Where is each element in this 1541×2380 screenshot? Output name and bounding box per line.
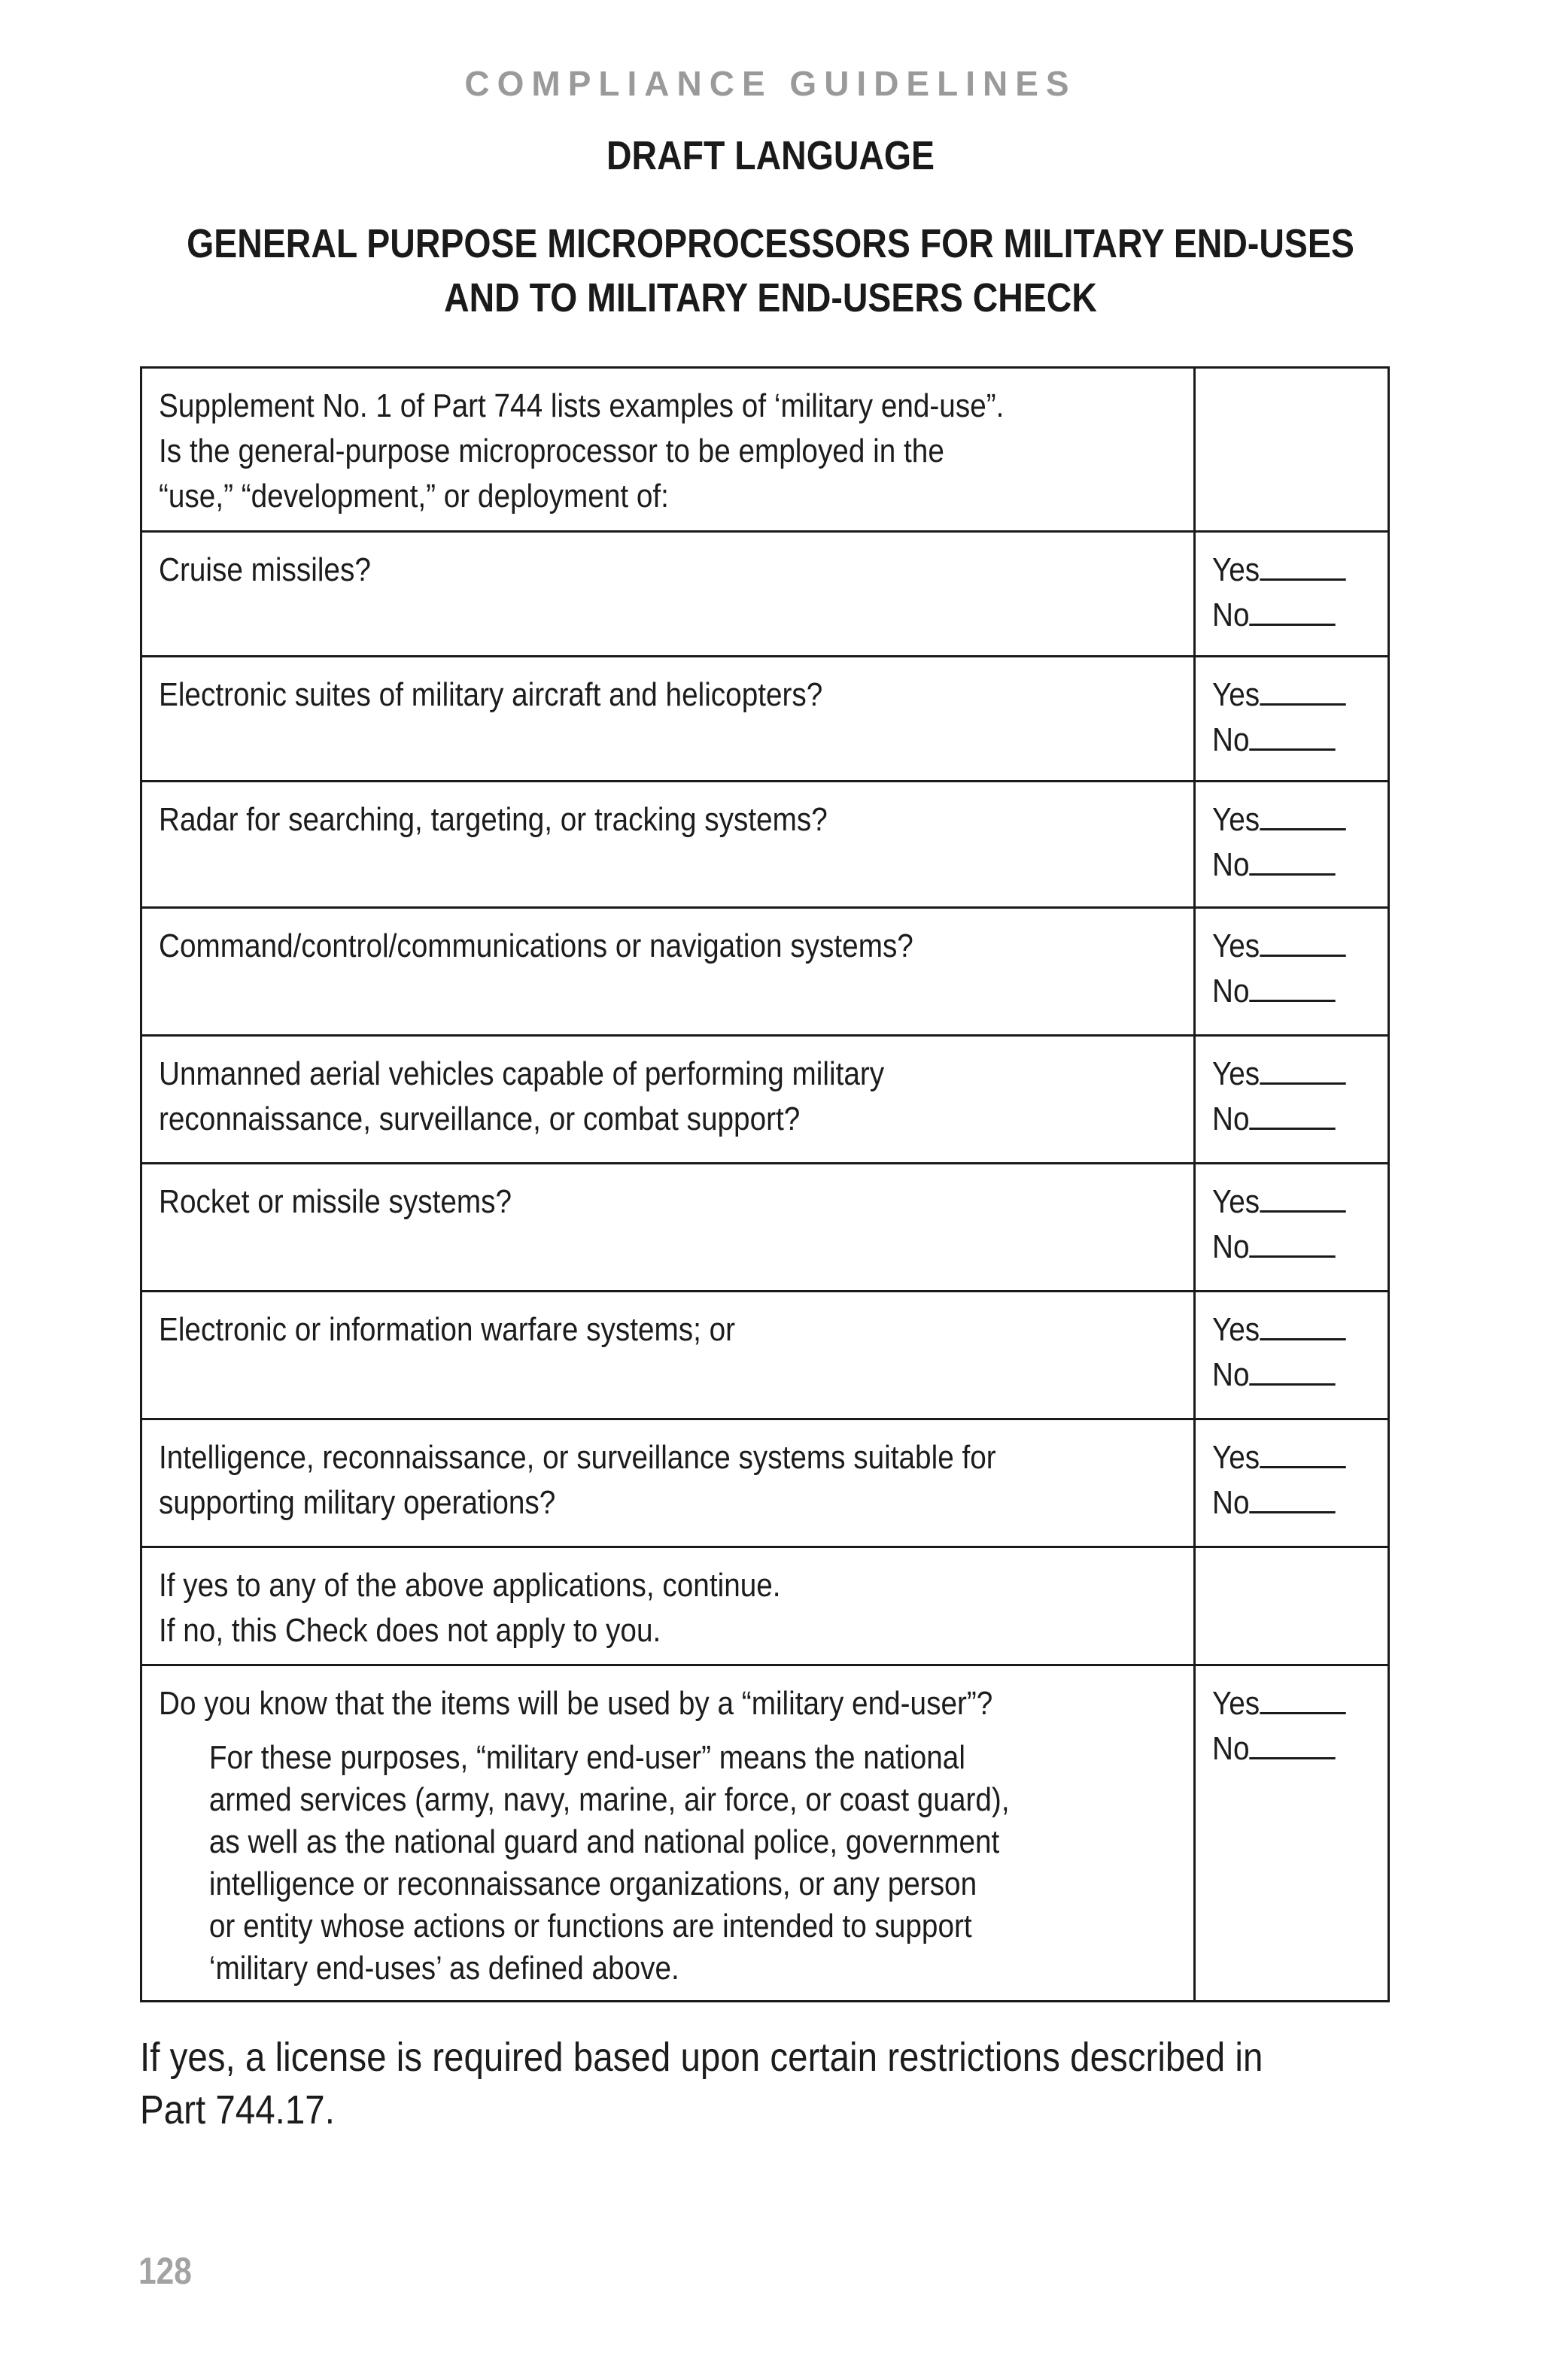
footnote-line-1: If yes, a license is required based upon certain restrictions described in (140, 2035, 1263, 2080)
no-checkbox[interactable]: No (1212, 1225, 1352, 1270)
question-row-electronic-warfare (141, 1292, 1389, 1419)
yes-checkbox[interactable]: Yes (1212, 1435, 1352, 1480)
question-cell (141, 657, 1195, 782)
question-text: Cruise missiles? (159, 551, 371, 588)
no-checkbox[interactable]: No (1212, 718, 1352, 763)
page-title: DRAFT LANGUAGE (606, 133, 935, 178)
no-checkbox[interactable]: No (1212, 842, 1352, 888)
page-number: 128 (138, 2250, 192, 2292)
question-row-rocket-missile (141, 1164, 1389, 1292)
answer-cell (1195, 1665, 1389, 2002)
intro-answer-cell (1195, 368, 1389, 532)
end-user-cell (141, 1665, 1195, 2002)
question-row-command-control (141, 908, 1389, 1036)
question-cell (141, 782, 1195, 908)
no-checkbox[interactable]: No (1212, 1097, 1352, 1142)
end-user-row (141, 1665, 1389, 2002)
no-checkbox[interactable]: No (1212, 969, 1352, 1014)
question-text: Intelligence, reconnaissance, or surveillance systems suitable for supporting military operations? (159, 1439, 996, 1521)
continue-cell (141, 1547, 1195, 1665)
question-cell (141, 1164, 1195, 1292)
compliance-check-table (140, 366, 1390, 2002)
yes-checkbox[interactable]: Yes (1212, 672, 1352, 718)
question-text: Unmanned aerial vehicles capable of performing military reconnaissance, surveillance, or combat support? (159, 1055, 885, 1137)
answer-cell (1195, 1164, 1389, 1292)
footnote-line-2: Part 744.17. (140, 2087, 335, 2133)
check-title (108, 217, 1433, 325)
yes-checkbox[interactable]: Yes (1212, 548, 1352, 593)
question-row-electronic-suites (141, 657, 1389, 782)
intro-cell (141, 368, 1195, 532)
intro-text: Supplement No. 1 of Part 744 lists examples of ‘military end-use”. Is the general-purpose microprocessor to be employed in the “use,” “development,” or deployment of: (159, 387, 1005, 515)
answer-cell (1195, 782, 1389, 908)
no-checkbox[interactable]: No (1212, 1480, 1352, 1525)
check-title-line-2: AND TO MILITARY END-USERS CHECK (444, 275, 1097, 320)
yes-checkbox[interactable]: Yes (1212, 1179, 1352, 1225)
yes-checkbox[interactable]: Yes (1212, 1052, 1352, 1097)
yes-checkbox[interactable]: Yes (1212, 797, 1352, 842)
intro-row (141, 368, 1389, 532)
question-cell (141, 1419, 1195, 1547)
answer-cell (1195, 1292, 1389, 1419)
question-text: Radar for searching, targeting, or tracking systems? (159, 801, 828, 838)
continue-row (141, 1547, 1389, 1665)
question-text: Electronic suites of military aircraft and helicopters? (159, 676, 823, 713)
end-user-definition: For these purposes, “military end-user” means the national armed services (army, navy, marine, air force, or coast guard), as well as the national guard and national police, government intelligence or reconnaissance organizations, or any person or entity whose actions or functions are intended to support ‘military end-uses’ as defined above. (208, 1739, 1010, 1987)
yes-checkbox[interactable]: Yes (1212, 924, 1352, 969)
question-cell (141, 1036, 1195, 1164)
no-checkbox[interactable]: No (1212, 593, 1352, 638)
continue-text: If yes to any of the above applications, continue. If no, this Check does not apply to you. (159, 1567, 781, 1649)
yes-checkbox[interactable]: Yes (1212, 1307, 1352, 1352)
license-footnote (140, 2031, 1266, 2136)
running-head: COMPLIANCE GUIDELINES (464, 64, 1077, 103)
answer-cell (1195, 657, 1389, 782)
continue-answer-cell (1195, 1547, 1389, 1665)
question-cell (141, 532, 1195, 657)
question-text: Rocket or missile systems? (159, 1183, 512, 1220)
no-checkbox[interactable]: No (1212, 1352, 1352, 1398)
question-row-unmanned-aerial (141, 1036, 1389, 1164)
answer-cell (1195, 1036, 1389, 1164)
answer-cell (1195, 1419, 1389, 1547)
question-row-intelligence (141, 1419, 1389, 1547)
no-checkbox[interactable]: No (1212, 1726, 1352, 1771)
answer-cell (1195, 908, 1389, 1036)
question-cell (141, 1292, 1195, 1419)
answer-cell (1195, 532, 1389, 657)
question-text: Command/control/communications or navigation systems? (159, 927, 913, 964)
question-text: Electronic or information warfare systems; or (159, 1311, 736, 1348)
yes-checkbox[interactable]: Yes (1212, 1681, 1352, 1726)
question-row-cruise-missiles (141, 532, 1389, 657)
question-row-radar (141, 782, 1389, 908)
check-title-line-1: GENERAL PURPOSE MICROPROCESSORS FOR MILITARY END-USES (187, 221, 1354, 266)
question-cell (141, 908, 1195, 1036)
end-user-question: Do you know that the items will be used by a “military end-user”? (159, 1685, 993, 1722)
